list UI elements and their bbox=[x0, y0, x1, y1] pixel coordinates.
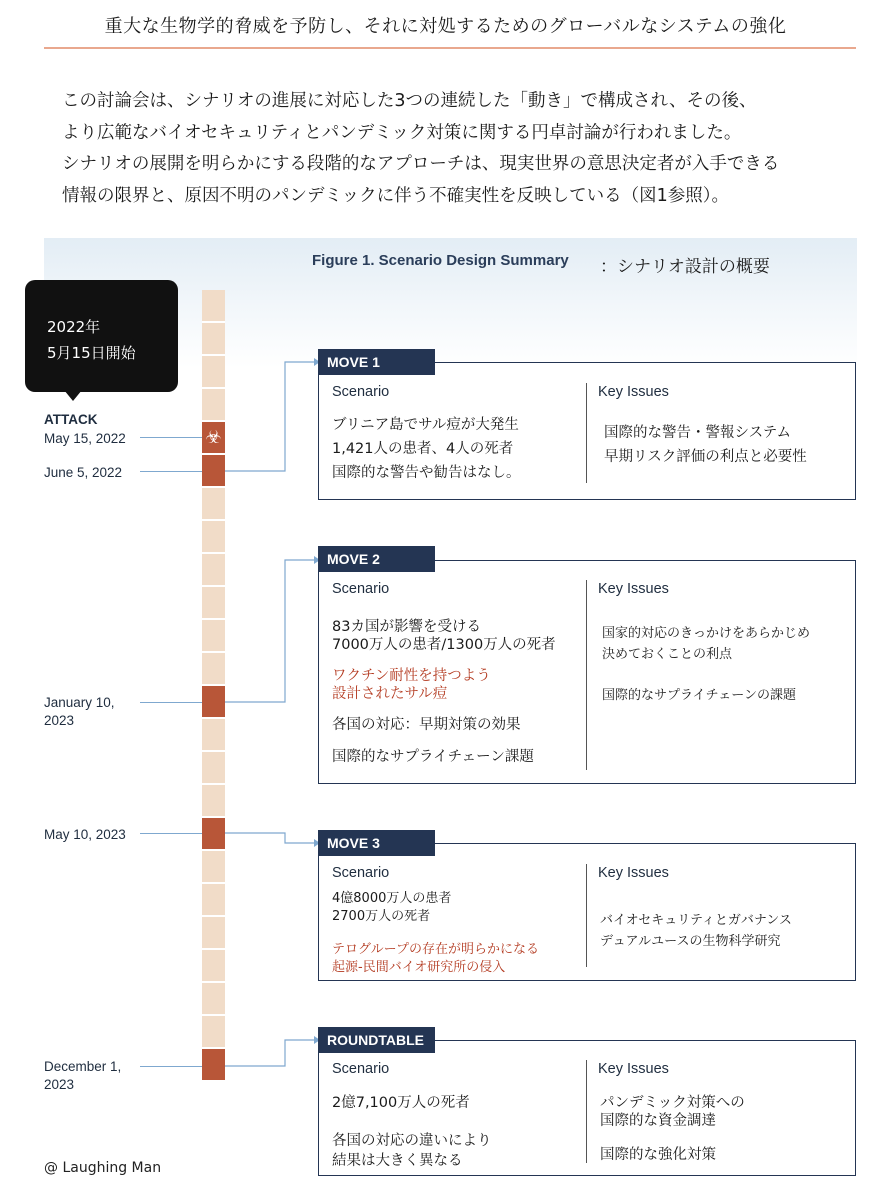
scenario-text: 83カ国が影響を受ける bbox=[332, 619, 481, 635]
intro-line: シナリオの展開を明らかにする段階的なアプローチは、現実世界の意思決定者が入手できる bbox=[62, 154, 780, 174]
intro-line: この討論会は、シナリオの進展に対応した3つの連続した「動き」で構成され、その後、 bbox=[62, 91, 757, 111]
author-credit: @ Laughing Man bbox=[44, 1160, 162, 1176]
start-date-callout bbox=[25, 280, 178, 392]
move1-tab: MOVE 1 bbox=[318, 349, 435, 375]
move2-tab: MOVE 2 bbox=[318, 546, 435, 572]
intro-paragraph bbox=[62, 86, 862, 212]
intro-line: 情報の限界と、原因不明のパンデミックに伴う不確実性を反映している（図1参照）。 bbox=[62, 185, 730, 206]
scenario-highlight-text: ワクチン耐性を持つよう bbox=[332, 668, 491, 684]
issue-text: パンデミック対策への bbox=[600, 1095, 745, 1111]
scenario-text: 7000万人の患者/1300万人の死者 bbox=[332, 637, 556, 653]
issue-text: 国家的対応のきっかけをあらかじめ bbox=[602, 626, 811, 641]
scenario-highlight-text: 設計されたサル痘 bbox=[332, 686, 448, 702]
timeline-segment bbox=[202, 785, 225, 816]
timeline-segment bbox=[202, 587, 225, 618]
connector-roundtable bbox=[225, 1040, 314, 1066]
date-label: 2023 bbox=[44, 713, 75, 728]
date-leader-line bbox=[140, 1066, 202, 1067]
key-issues-heading: Key Issues bbox=[598, 581, 669, 597]
connector-move3 bbox=[225, 833, 314, 843]
issue-text: 国際的な資金調達 bbox=[600, 1113, 716, 1129]
date-label: May 10, 2023 bbox=[44, 827, 126, 842]
date-leader-line bbox=[140, 471, 202, 472]
timeline-segment-attack bbox=[202, 422, 225, 453]
date-label: January 10, bbox=[44, 695, 115, 710]
timeline-bar bbox=[202, 290, 225, 1080]
scenario-text: 国際的な警告や勧告はなし。 bbox=[332, 465, 521, 481]
date-leader-line bbox=[140, 702, 202, 703]
roundtable-tab: ROUNDTABLE bbox=[318, 1027, 435, 1053]
figure-title-jp: ：シナリオ設計の概要 bbox=[600, 257, 770, 277]
issue-text: 決めておくことの利点 bbox=[602, 647, 733, 662]
scenario-heading: Scenario bbox=[332, 1061, 390, 1077]
scenario-heading: Scenario bbox=[332, 581, 390, 597]
timeline-segment bbox=[202, 917, 225, 948]
scenario-text: 1,421人の患者、4人の死者 bbox=[332, 441, 514, 457]
issue-text: デュアルユースの生物科学研究 bbox=[600, 934, 781, 949]
scenario-heading: Scenario bbox=[332, 384, 390, 400]
issue-text: 国際的な強化対策 bbox=[600, 1147, 716, 1163]
column-divider bbox=[586, 864, 587, 967]
timeline-segment bbox=[202, 554, 225, 585]
timeline-segment-move2 bbox=[202, 686, 225, 717]
issue-text: 早期リスク評価の利点と必要性 bbox=[604, 449, 807, 465]
timeline-segment bbox=[202, 884, 225, 915]
timeline-segment bbox=[202, 851, 225, 882]
callout-year: 2022年 bbox=[47, 318, 101, 336]
scenario-text: ブリニア島でサル痘が大発生 bbox=[332, 417, 519, 433]
callout-pointer bbox=[64, 390, 82, 401]
timeline-segment bbox=[202, 950, 225, 981]
issue-text: バイオセキュリティとガバナンス bbox=[600, 913, 792, 928]
scenario-text: 各国の対応：早期対策の効果 bbox=[332, 717, 521, 733]
intro-line: より広範なバイオセキュリティとパンデミック対策に関する円卓討論が行われました。 bbox=[62, 122, 742, 143]
date-label: 2023 bbox=[44, 1077, 75, 1092]
timeline-segment bbox=[202, 488, 225, 519]
timeline-segment bbox=[202, 1016, 225, 1047]
key-issues-heading: Key Issues bbox=[598, 384, 669, 400]
timeline-segment bbox=[202, 719, 225, 750]
column-divider bbox=[586, 383, 587, 483]
timeline-segment bbox=[202, 752, 225, 783]
connector-move1 bbox=[225, 362, 314, 471]
column-divider bbox=[586, 580, 587, 770]
key-issues-heading: Key Issues bbox=[598, 1061, 669, 1077]
title-divider bbox=[44, 47, 856, 49]
timeline-segment bbox=[202, 356, 225, 387]
biohazard-icon: ☣ bbox=[205, 427, 222, 448]
scenario-text: 2700万人の死者 bbox=[332, 909, 431, 924]
timeline-segment bbox=[202, 521, 225, 552]
column-divider bbox=[586, 1060, 587, 1163]
timeline-segment bbox=[202, 290, 225, 321]
date-leader-line bbox=[140, 437, 202, 438]
key-issues-heading: Key Issues bbox=[598, 865, 669, 881]
scenario-text: 各国の対応の違いにより bbox=[332, 1133, 492, 1149]
timeline-segment bbox=[202, 983, 225, 1014]
scenario-text: 4億8000万人の患者 bbox=[332, 891, 452, 906]
figure-title: Figure 1. Scenario Design Summary bbox=[312, 252, 569, 269]
scenario-highlight-text: 起源-民間バイオ研究所の侵入 bbox=[332, 960, 506, 975]
date-leader-line bbox=[140, 833, 202, 834]
date-label: December 1, bbox=[44, 1059, 122, 1074]
scenario-text: 2億7,100万人の死者 bbox=[332, 1095, 470, 1111]
timeline-segment bbox=[202, 389, 225, 420]
timeline-segment bbox=[202, 620, 225, 651]
scenario-text: 国際的なサプライチェーン課題 bbox=[332, 749, 534, 765]
timeline-segment-roundtable bbox=[202, 1049, 225, 1080]
timeline-segment-move1 bbox=[202, 455, 225, 486]
scenario-highlight-text: テログループの存在が明らかになる bbox=[332, 942, 539, 957]
move3-tab: MOVE 3 bbox=[318, 830, 435, 856]
connector-move2 bbox=[225, 560, 314, 702]
timeline-segment-move3 bbox=[202, 818, 225, 849]
issue-text: 国際的な警告・警報システム bbox=[604, 425, 792, 441]
date-label: June 5, 2022 bbox=[44, 465, 123, 480]
attack-label: ATTACK bbox=[44, 412, 98, 427]
scenario-text: 結果は大きく異なる bbox=[332, 1153, 463, 1169]
issue-text: 国際的なサプライチェーンの課題 bbox=[602, 688, 796, 703]
timeline-segment bbox=[202, 323, 225, 354]
callout-date: 5月15日開始 bbox=[47, 344, 136, 362]
timeline-segment bbox=[202, 653, 225, 684]
page-title: 重大な生物学的脅威を予防し、それに対処するためのグローバルなシステムの強化 bbox=[104, 16, 787, 37]
scenario-heading: Scenario bbox=[332, 865, 390, 881]
date-label: May 15, 2022 bbox=[44, 431, 126, 446]
